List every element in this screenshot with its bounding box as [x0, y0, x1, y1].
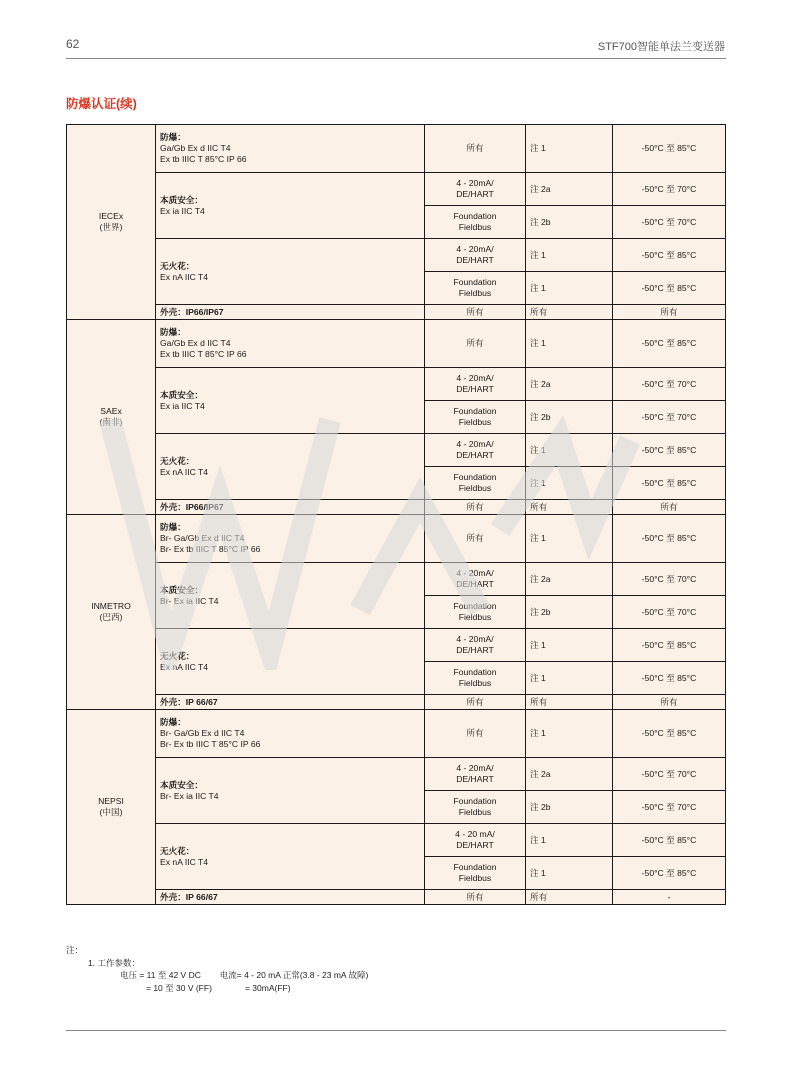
note-cell: 注 1: [526, 467, 613, 500]
note-cell: 注 1: [526, 662, 613, 695]
section-title: 防爆认证(续): [66, 97, 137, 111]
region-location: (南非): [99, 417, 123, 427]
signal-cell: 所有: [425, 695, 526, 710]
note-cell: 所有: [526, 890, 613, 905]
note-cell: 注 2b: [526, 596, 613, 629]
method-marking: Ex tb IIIC T 85°C IP 66: [160, 348, 247, 359]
method-marking: Ex nA IIC T4: [160, 466, 209, 477]
temperature-cell: -50°C 至 85°C: [613, 239, 726, 272]
note-cell: 注 1: [526, 239, 613, 272]
signal-cell: 所有: [425, 125, 526, 173]
signal-cell: Foundation Fieldbus: [425, 467, 526, 500]
flameproof-method-cell: [156, 515, 425, 563]
region-location: (巴西): [99, 612, 123, 622]
table-row: [67, 500, 726, 515]
temperature-cell: -50°C 至 70°C: [613, 758, 726, 791]
table-row: [67, 710, 726, 758]
region-cell: [67, 320, 156, 515]
nonincendive-method-cell: [156, 824, 425, 890]
intrinsic-method-cell: [156, 368, 425, 434]
note-cell: 注 1: [526, 125, 613, 173]
method-marking: Ex tb IIIC T 85°C IP 66: [160, 153, 247, 164]
signal-cell: Foundation Fieldbus: [425, 596, 526, 629]
table-row: [67, 695, 726, 710]
region-name: SAEx: [100, 406, 122, 417]
table-row: [67, 320, 726, 368]
table-row: [67, 239, 726, 272]
temperature-cell: -50°C 至 85°C: [613, 467, 726, 500]
table-row: [67, 890, 726, 905]
footer-divider: [66, 1030, 726, 1031]
table-row: [67, 758, 726, 791]
nonincendive-method-cell: [156, 629, 425, 695]
enclosure-cell: 外壳：IP66/IP67: [156, 305, 425, 320]
note-cell: 注 2a: [526, 563, 613, 596]
signal-cell: 所有: [425, 515, 526, 563]
method-marking: Br- Ex tb IIIC T 85°C IP 66: [160, 738, 261, 749]
method-label: 无火花：: [160, 455, 195, 466]
note-cell: 所有: [526, 500, 613, 515]
method-label: 无火花：: [160, 845, 195, 856]
note-ff-values: = 10 至 30 V (FF) = 30mA(FF): [146, 982, 291, 993]
method-marking: Br- Ga/Gb Ex d IIC T4: [160, 728, 245, 739]
method-label: 无火花：: [160, 650, 195, 661]
intrinsic-method-cell: [156, 563, 425, 629]
table-row: [67, 434, 726, 467]
method-marking: Br- Ex ia IIC T4: [160, 790, 219, 801]
method-label: 无火花：: [160, 260, 195, 271]
note-cell: 注 1: [526, 515, 613, 563]
enclosure-cell: 外壳：IP 66/67: [156, 890, 425, 905]
note-cell: 所有: [526, 305, 613, 320]
region-location: (世界): [99, 222, 123, 232]
temperature-cell: -50°C 至 85°C: [613, 320, 726, 368]
table-row: [67, 125, 726, 173]
page-number: 62: [66, 37, 80, 51]
method-marking: Br- Ex tb IIIC T 85°C IP 66: [160, 543, 261, 554]
temperature-cell: -50°C 至 85°C: [613, 824, 726, 857]
note-cell: 注 1: [526, 320, 613, 368]
table-row: [67, 368, 726, 401]
signal-cell: Foundation Fieldbus: [425, 662, 526, 695]
signal-cell: 所有: [425, 710, 526, 758]
note-cell: 注 1: [526, 434, 613, 467]
method-marking: Ex nA IIC T4: [160, 661, 209, 672]
method-marking: Br- Ex ia IIC T4: [160, 595, 219, 606]
signal-cell: 所有: [425, 890, 526, 905]
method-label: 防爆：: [160, 327, 186, 338]
certification-table: [66, 124, 726, 905]
signal-cell: Foundation Fieldbus: [425, 401, 526, 434]
region-name: NEPSI: [98, 796, 124, 807]
temperature-cell: -50°C 至 85°C: [613, 434, 726, 467]
signal-cell: 4 - 20mA/ DE/HART: [425, 239, 526, 272]
method-marking: Ex nA IIC T4: [160, 271, 209, 282]
signal-cell: 4 - 20mA/ DE/HART: [425, 758, 526, 791]
note-cell: 注 2a: [526, 368, 613, 401]
signal-cell: 所有: [425, 500, 526, 515]
notes-section: [66, 944, 368, 994]
method-marking: Br- Ga/Gb Ex d IIC T4: [160, 533, 245, 544]
intrinsic-method-cell: [156, 173, 425, 239]
temperature-cell: -50°C 至 85°C: [613, 710, 726, 758]
note-cell: 注 2b: [526, 791, 613, 824]
method-label: 防爆：: [160, 717, 186, 728]
method-marking: Ex nA IIC T4: [160, 856, 209, 867]
method-marking: Ex ia IIC T4: [160, 400, 205, 411]
note-cell: 注 1: [526, 272, 613, 305]
method-label: 本质安全：: [160, 584, 203, 595]
temperature-cell: -50°C 至 70°C: [613, 206, 726, 239]
note-voltage-current: 电压 = 11 至 42 V DC 电流= 4 - 20 mA 正常(3.8 - 23 mA 故障): [120, 970, 369, 980]
signal-cell: 4 - 20mA/ DE/HART: [425, 173, 526, 206]
signal-cell: 4 - 20mA/ DE/HART: [425, 563, 526, 596]
method-marking: Ga/Gb Ex d IIC T4: [160, 143, 231, 154]
method-label: 本质安全：: [160, 389, 203, 400]
note-cell: 注 2a: [526, 173, 613, 206]
signal-cell: 所有: [425, 305, 526, 320]
notes-heading: 注：: [66, 945, 84, 955]
temperature-cell: -50°C 至 70°C: [613, 596, 726, 629]
nonincendive-method-cell: [156, 239, 425, 305]
flameproof-method-cell: [156, 320, 425, 368]
table-row: [67, 305, 726, 320]
temperature-cell: -50°C 至 85°C: [613, 272, 726, 305]
signal-cell: 所有: [425, 320, 526, 368]
enclosure-cell: 外壳：IP 66/67: [156, 695, 425, 710]
temperature-cell: -50°C 至 85°C: [613, 662, 726, 695]
note-item-1: 1. 工作参数：: [88, 957, 140, 968]
signal-cell: Foundation Fieldbus: [425, 272, 526, 305]
note-cell: 注 1: [526, 824, 613, 857]
table-row: [67, 824, 726, 857]
temperature-cell: 所有: [613, 500, 726, 515]
region-cell: [67, 125, 156, 320]
signal-cell: Foundation Fieldbus: [425, 857, 526, 890]
table-row: [67, 173, 726, 206]
method-label: 本质安全：: [160, 194, 203, 205]
signal-cell: 4 - 20mA/ DE/HART: [425, 434, 526, 467]
temperature-cell: 所有: [613, 695, 726, 710]
flameproof-method-cell: [156, 710, 425, 758]
temperature-cell: -50°C 至 70°C: [613, 173, 726, 206]
table-row: [67, 515, 726, 563]
note-cell: 注 1: [526, 857, 613, 890]
intrinsic-method-cell: [156, 758, 425, 824]
method-marking: Ga/Gb Ex d IIC T4: [160, 338, 231, 349]
signal-cell: 4 - 20 mA/ DE/HART: [425, 824, 526, 857]
region-name: INMETRO: [91, 601, 131, 612]
temperature-cell: -: [613, 890, 726, 905]
note-cell: 注 2b: [526, 401, 613, 434]
enclosure-cell: 外壳：IP66/IP67: [156, 500, 425, 515]
method-label: 本质安全：: [160, 779, 203, 790]
note-cell: 注 1: [526, 710, 613, 758]
region-cell: [67, 710, 156, 905]
method-marking: Ex ia IIC T4: [160, 205, 205, 216]
temperature-cell: 所有: [613, 305, 726, 320]
signal-cell: 4 - 20mA/ DE/HART: [425, 629, 526, 662]
note-cell: 注 1: [526, 629, 613, 662]
note-cell: 注 2b: [526, 206, 613, 239]
temperature-cell: -50°C 至 70°C: [613, 563, 726, 596]
temperature-cell: -50°C 至 85°C: [613, 857, 726, 890]
signal-cell: 4 - 20mA/ DE/HART: [425, 368, 526, 401]
header-divider: [66, 58, 726, 59]
note-cell: 注 2a: [526, 758, 613, 791]
temperature-cell: -50°C 至 85°C: [613, 515, 726, 563]
region-cell: [67, 515, 156, 710]
nonincendive-method-cell: [156, 434, 425, 500]
document-title: STF700智能单法兰变送器: [597, 41, 725, 53]
signal-cell: Foundation Fieldbus: [425, 791, 526, 824]
flameproof-method-cell: [156, 125, 425, 173]
signal-cell: Foundation Fieldbus: [425, 206, 526, 239]
note-cell: 所有: [526, 695, 613, 710]
region-location: (中国): [99, 807, 123, 817]
method-label: 防爆：: [160, 132, 186, 143]
temperature-cell: -50°C 至 70°C: [613, 401, 726, 434]
region-name: IECEx: [98, 211, 124, 222]
temperature-cell: -50°C 至 85°C: [613, 125, 726, 173]
temperature-cell: -50°C 至 70°C: [613, 791, 726, 824]
table-row: [67, 563, 726, 596]
temperature-cell: -50°C 至 70°C: [613, 368, 726, 401]
temperature-cell: -50°C 至 85°C: [613, 629, 726, 662]
table-row: [67, 629, 726, 662]
method-label: 防爆：: [160, 522, 186, 533]
